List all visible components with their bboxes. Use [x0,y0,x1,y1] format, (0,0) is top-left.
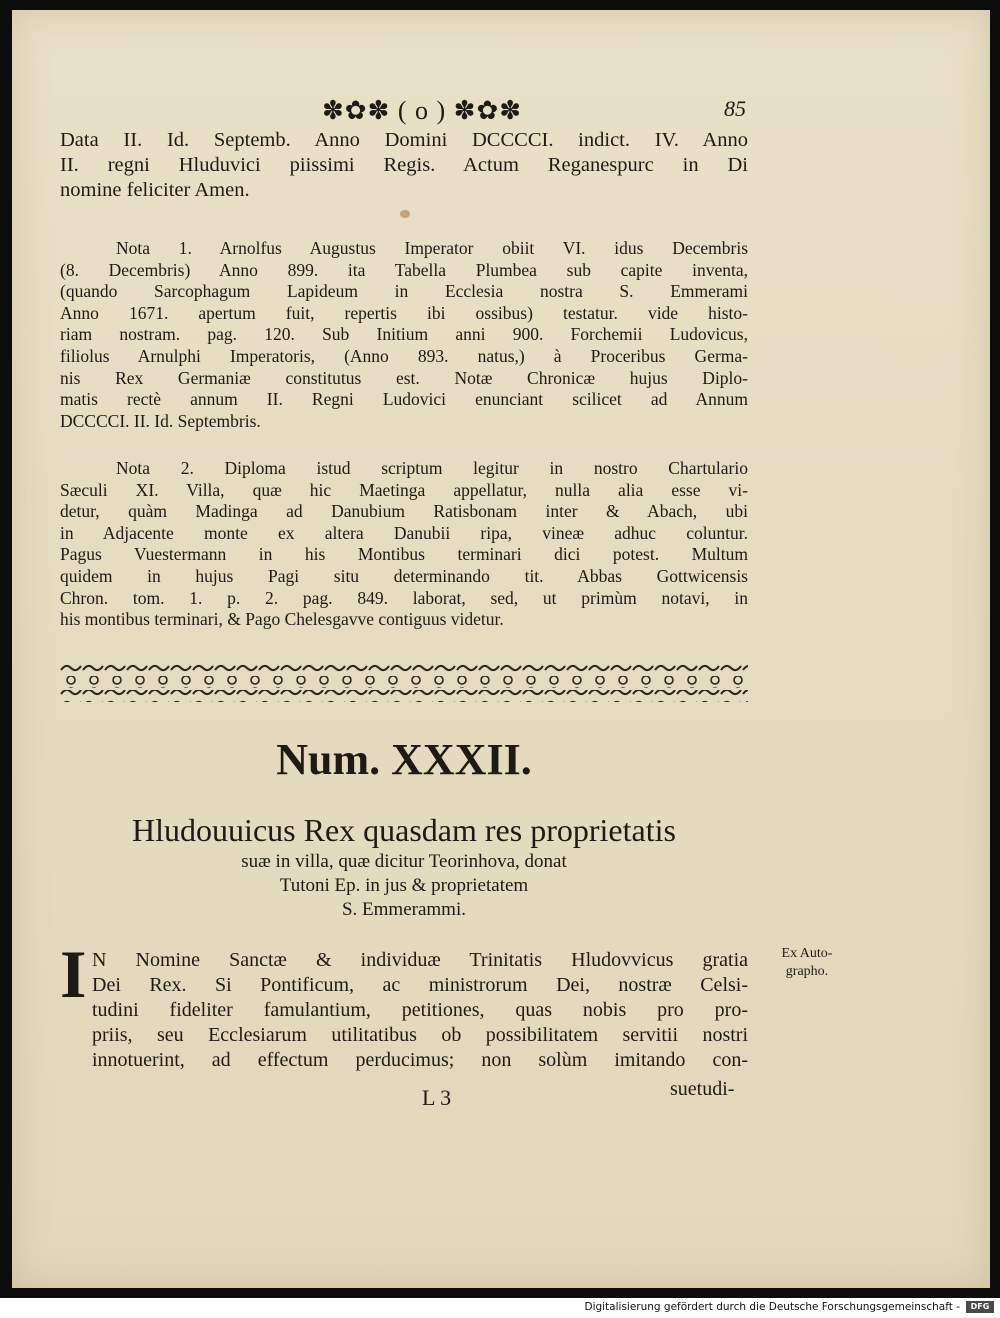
text-line: Nota 1. Arnolfus Augustus Imperator obiit VI. idus Decembris [116,238,748,258]
footer-bar [0,1298,1000,1318]
text-line: Dei Rex. Si Pontificum, ac ministrorum Dei, nostræ Celsi- [92,974,748,996]
ornamental-rule [60,662,748,702]
text-line: Chron. tom. 1. p. 2. pag. 849. laborat, sed, ut primùm notavi, in [60,587,748,608]
book-page [12,10,990,1288]
heading-line: Tutoni Ep. in jus & proprietatem [279,875,529,896]
text-line: (quando Sarcophagum Lapideum in Ecclesia nostra S. Emmerami [60,281,748,302]
marginal-note-line: grapho. [785,964,829,979]
nota-2-paragraph [60,458,748,631]
text-line: matis rectè annum II. Regni Ludovici enunciant scilicet ad Annum [60,389,748,410]
text-line: priis, seu Ecclesiarum utilitatibus ob possibilitatem servitii nostri [92,1024,748,1046]
text-line: Nota 2. Diploma istud scriptum legitur in nostro Chartulario [116,458,748,478]
gathering-signature: L 3 [422,1085,452,1110]
marginal-note-line: Ex Auto- [781,946,833,961]
footer-credit: Digitalisierung gefördert durch die Deutsche Forschungsgemeinschaft - [584,1301,960,1313]
text-line: quidem in hujus Pagi situ determinando tit. Abbas Gottwicensis [60,565,748,586]
text-line: II. regni Hluduvici piissimi Regis. Actum Reganespurc in Di [60,154,748,176]
charter-heading [60,810,748,922]
dfg-logo: DFG [966,1301,994,1313]
text-line: filiolus Arnulphi Imperatoris, (Anno 893. natus,) à Proceribus Germa- [60,345,748,366]
ink-smudge [400,210,410,218]
text-line: detur, quàm Madinga ad Danubium Ratisbonam inter & Abach, ubi [60,501,748,522]
intro-paragraph [60,128,748,203]
nota-1-paragraph [60,238,748,432]
text-line: riam nostram. pag. 120. Sub Initium anni 900. Forchemii Ludovicus, [60,324,748,345]
text-line: tudini fideliter famulantium, petitiones, quas nobis pro pro- [92,999,748,1021]
heading-line: suæ in villa, quæ dicitur Teorinhova, donat [241,851,567,872]
text-line: Sæculi XI. Villa, quæ hic Maetinga appellatur, nulla alia esse vi- [60,479,748,500]
text-line: N Nomine Sanctæ & individuæ Trinitatis Hludovvicus gratia [92,949,748,971]
drop-cap: I [60,936,87,1012]
text-line: innotuerint, ad effectum perducimus; non solùm imitando con- [92,1049,748,1071]
text-line: (8. Decembris) Anno 899. ita Tabella Plumbea sub capite inventa, [60,259,748,280]
text-line: his montibus terminari, & Pago Chelesgavve contiguus videtur. [60,609,504,630]
text-line: Data II. Id. Septemb. Anno Domini DCCCCI. indict. IV. Anno [60,129,748,151]
text-line: nis Rex Germaniæ constitutus est. Notæ Chronicæ hujus Diplo- [60,367,748,388]
text-line: Anno 1671. apertum fuit, repertis ibi ossibus) testatur. vide histo- [60,302,748,323]
text-line: Pagus Vuestermann in his Montibus terminari dici potest. Multum [60,544,748,565]
section-title: Num. XXXII. [276,735,532,784]
text-line: nomine feliciter Amen. [60,179,250,201]
text-line: DCCCCI. II. Id. Septembris. [60,410,261,431]
page-number: 85 [724,96,746,121]
text-line: in Adjacente monte ex altera Danubii ripa, vineæ adhuc coluntur. [60,522,748,543]
catchword: suetudi- [670,1078,735,1100]
marginal-note [762,945,852,981]
header-ornament: ✽✿✽ ( o ) ✽✿✽ [321,96,523,125]
heading-line: S. Emmerammi. [341,899,466,920]
charter-text [92,948,748,1073]
heading-line: Hludouuicus Rex quasdam res proprietatis [132,812,676,848]
